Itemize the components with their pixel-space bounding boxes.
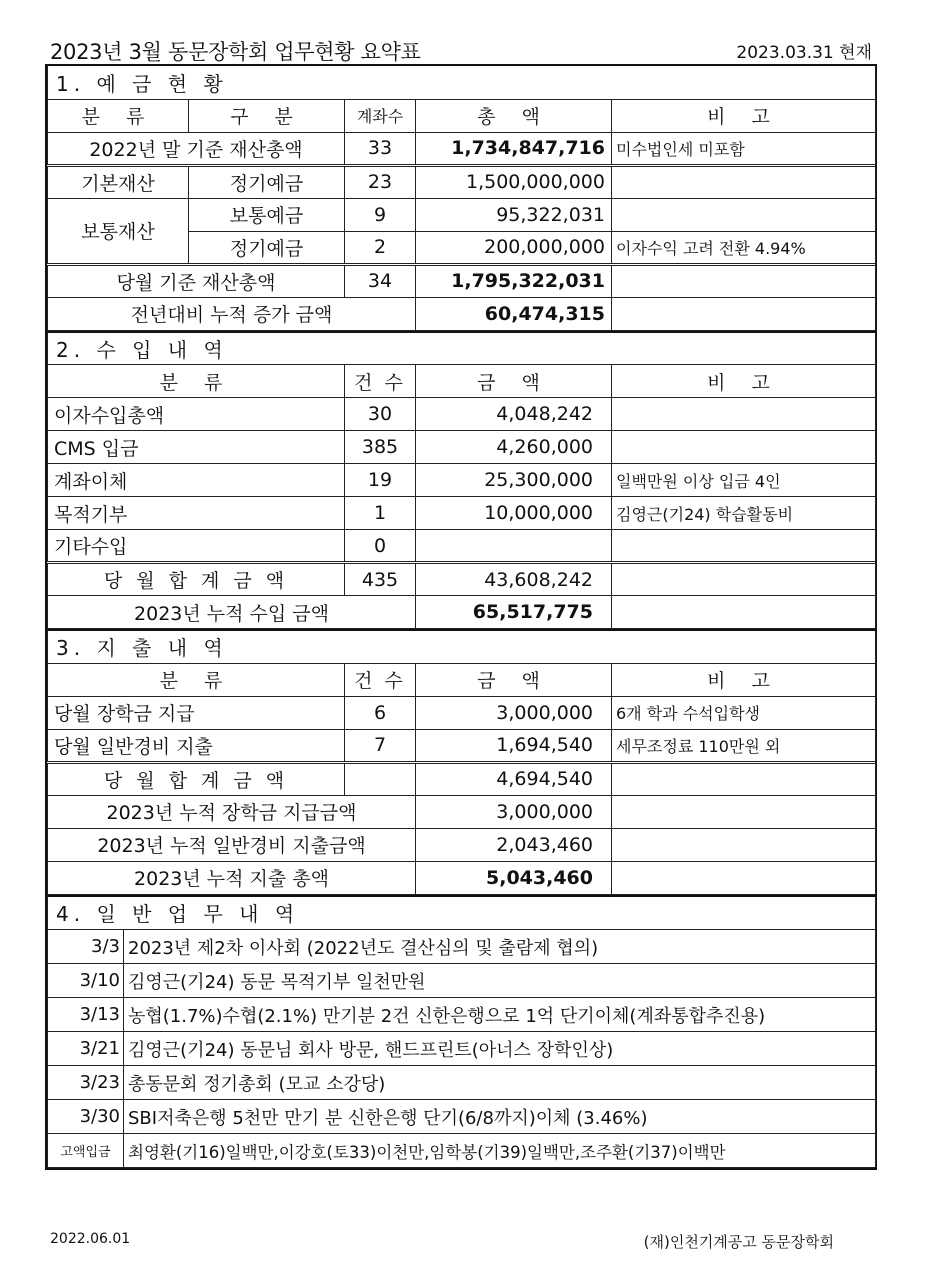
income-category: 목적기부 [48,497,345,530]
section2-header [48,332,876,365]
work-log-date: 3/10 [48,964,124,998]
income-row [48,464,876,497]
section3-header [48,630,876,663]
cum-total-row [48,861,876,894]
deposit-amount: 1,500,000,000 [416,165,612,198]
income-row [48,431,876,464]
deposit-category: 기본재산 [48,165,189,198]
cum-scholarship-note [612,795,876,828]
col-amount: 금 액 [416,663,612,696]
income-note: 일백만원 이상 입금 4인 [612,464,876,497]
income-row [48,530,876,563]
col-account-count: 계좌수 [345,99,416,132]
work-log-date: 3/3 [48,930,124,964]
cum-scholarship-label: 2023년 누적 장학금 지급금액 [48,795,416,828]
expense-category: 당월 장학금 지급 [48,696,345,729]
col-category: 분 류 [48,663,345,696]
section1-column-header [48,99,876,132]
income-count: 19 [345,464,416,497]
current-total-note [612,264,876,297]
deposit-subcategory: 정기예금 [189,231,345,264]
col-note: 비 고 [612,365,876,398]
work-log-text: 2023년 제2차 이사회 (2022년도 결산심의 및 출람제 협의) [124,930,876,964]
work-log-item [48,1066,876,1100]
expense-row [48,696,876,729]
expense-table [47,629,876,895]
work-log-text: 농협(1.7%)수협(2.1%) 만기분 2건 신한은행으로 1억 단기이체(계좌통합추진용) [124,998,876,1032]
work-log-text: SBI저축은행 5천만 만기 분 신한은행 단기(6/8까지)이체 (3.46%) [124,1100,876,1134]
cum-scholarship-row [48,795,876,828]
section4-title: 4. 일 반 업 무 내 역 [48,896,876,930]
expense-count: 6 [345,696,416,729]
work-log-text: 김영근(기24) 동문님 회사 방문, 핸드프린트(아너스 장학인상) [124,1032,876,1066]
income-table [47,331,876,630]
deposit-category: 보통재산 [48,198,189,264]
col-category: 분 류 [48,99,189,132]
expense-note: 6개 학과 수석입학생 [612,696,876,729]
work-log-item [48,998,876,1032]
large-deposit-label: 고액입금 [48,1134,124,1168]
income-amount: 4,048,242 [416,398,612,431]
expense-total-note [612,762,876,795]
cum-total-note [612,861,876,894]
work-log-item [48,964,876,998]
deposit-amount: 200,000,000 [416,231,612,264]
increase-label: 전년대비 누적 증가 금액 [48,297,416,330]
section3-title: 3. 지 출 내 역 [48,630,876,663]
cum-general-label: 2023년 누적 일반경비 지출금액 [48,828,416,861]
expense-total-row [48,762,876,795]
income-category: CMS 입금 [48,431,345,464]
cum-general-note [612,828,876,861]
large-deposit-text: 최영환(기16)일백만,이강호(토33)이천만,임학봉(기39)일백만,조주환(기37)이백만 [124,1134,876,1168]
deposit-subcategory: 보통예금 [189,198,345,231]
income-row [48,398,876,431]
income-count: 30 [345,398,416,431]
deposit-note [612,165,876,198]
expense-row [48,729,876,762]
summary-sheet [45,64,877,1170]
section2-title: 2. 수 입 내 역 [48,332,876,365]
expense-amount: 1,694,540 [416,729,612,762]
col-total-amount: 총 액 [416,99,612,132]
income-amount: 10,000,000 [416,497,612,530]
work-log-text: 김영근(기24) 동문 목적기부 일천만원 [124,964,876,998]
income-row [48,497,876,530]
work-log-date: 3/30 [48,1100,124,1134]
expense-amount: 3,000,000 [416,696,612,729]
deposit-count: 23 [345,165,416,198]
income-note [612,530,876,563]
income-category: 계좌이체 [48,464,345,497]
expense-total-label: 당 월 합 계 금 액 [48,762,345,795]
expense-total-count [345,762,416,795]
work-log-date: 3/13 [48,998,124,1032]
deposit-count: 2 [345,231,416,264]
income-total-count: 435 [345,563,416,596]
deposit-row [48,165,876,198]
work-log-date: 3/23 [48,1066,124,1100]
current-total-count: 34 [345,264,416,297]
section1-title: 1. 예 금 현 황 [48,66,876,99]
income-count: 385 [345,431,416,464]
report-date: 2023.03.31 현재 [736,43,872,63]
section4-header [48,896,876,930]
work-log-item [48,1100,876,1134]
income-amount: 25,300,000 [416,464,612,497]
income-cumulative-label: 2023년 누적 수입 금액 [48,596,416,629]
col-subcategory: 구 분 [189,99,345,132]
col-amount: 금 액 [416,365,612,398]
expense-total-amount: 4,694,540 [416,762,612,795]
income-cumulative-amount: 65,517,775 [416,596,612,629]
increase-row [48,297,876,330]
income-note [612,398,876,431]
work-log-text: 총동문회 정기총회 (모교 소강당) [124,1066,876,1100]
large-deposit-row [48,1134,876,1168]
col-note: 비 고 [612,663,876,696]
base-asset-note: 미수법인세 미포함 [612,132,876,165]
general-work-table [47,895,876,1169]
section2-column-header [48,365,876,398]
footer-form-date: 2022.06.01 [50,1231,131,1247]
income-total-amount: 43,608,242 [416,563,612,596]
base-asset-row [48,132,876,165]
section1-header [48,66,876,99]
deposit-note: 이자수익 고려 전환 4.94% [612,231,876,264]
deposit-table [47,66,876,331]
cum-scholarship-amount: 3,000,000 [416,795,612,828]
col-note: 비 고 [612,99,876,132]
section3-column-header [48,663,876,696]
income-amount: 4,260,000 [416,431,612,464]
income-category: 기타수입 [48,530,345,563]
income-cumulative-note [612,596,876,629]
col-category: 분 류 [48,365,345,398]
income-note: 김영근(기24) 학습활동비 [612,497,876,530]
income-total-label: 당 월 합 계 금 액 [48,563,345,596]
income-count: 0 [345,530,416,563]
col-count: 건 수 [345,663,416,696]
base-asset-count: 33 [345,132,416,165]
increase-amount: 60,474,315 [416,297,612,330]
expense-count: 7 [345,729,416,762]
cum-general-amount: 2,043,460 [416,828,612,861]
base-asset-label: 2022년 말 기준 재산총액 [48,132,345,165]
current-total-row [48,264,876,297]
expense-category: 당월 일반경비 지출 [48,729,345,762]
expense-note: 세무조정료 110만원 외 [612,729,876,762]
cum-general-row [48,828,876,861]
current-total-label: 당월 기준 재산총액 [48,264,345,297]
report-title: 2023년 3월 동문장학회 업무현황 요약표 [50,40,421,64]
income-cumulative-row [48,596,876,629]
income-note [612,431,876,464]
cum-total-label: 2023년 누적 지출 총액 [48,861,416,894]
deposit-count: 9 [345,198,416,231]
income-amount [416,530,612,563]
income-category: 이자수입총액 [48,398,345,431]
income-total-note [612,563,876,596]
deposit-amount: 95,322,031 [416,198,612,231]
footer-organization: (재)인천기계공고 동문장학회 [643,1233,834,1251]
cum-total-amount: 5,043,460 [416,861,612,894]
col-count: 건 수 [345,365,416,398]
deposit-row [48,198,876,231]
current-total-amount: 1,795,322,031 [416,264,612,297]
increase-note [612,297,876,330]
work-log-item [48,930,876,964]
work-log-item [48,1032,876,1066]
deposit-subcategory: 정기예금 [189,165,345,198]
base-asset-amount: 1,734,847,716 [416,132,612,165]
work-log-date: 3/21 [48,1032,124,1066]
deposit-note [612,198,876,231]
income-count: 1 [345,497,416,530]
income-total-row [48,563,876,596]
